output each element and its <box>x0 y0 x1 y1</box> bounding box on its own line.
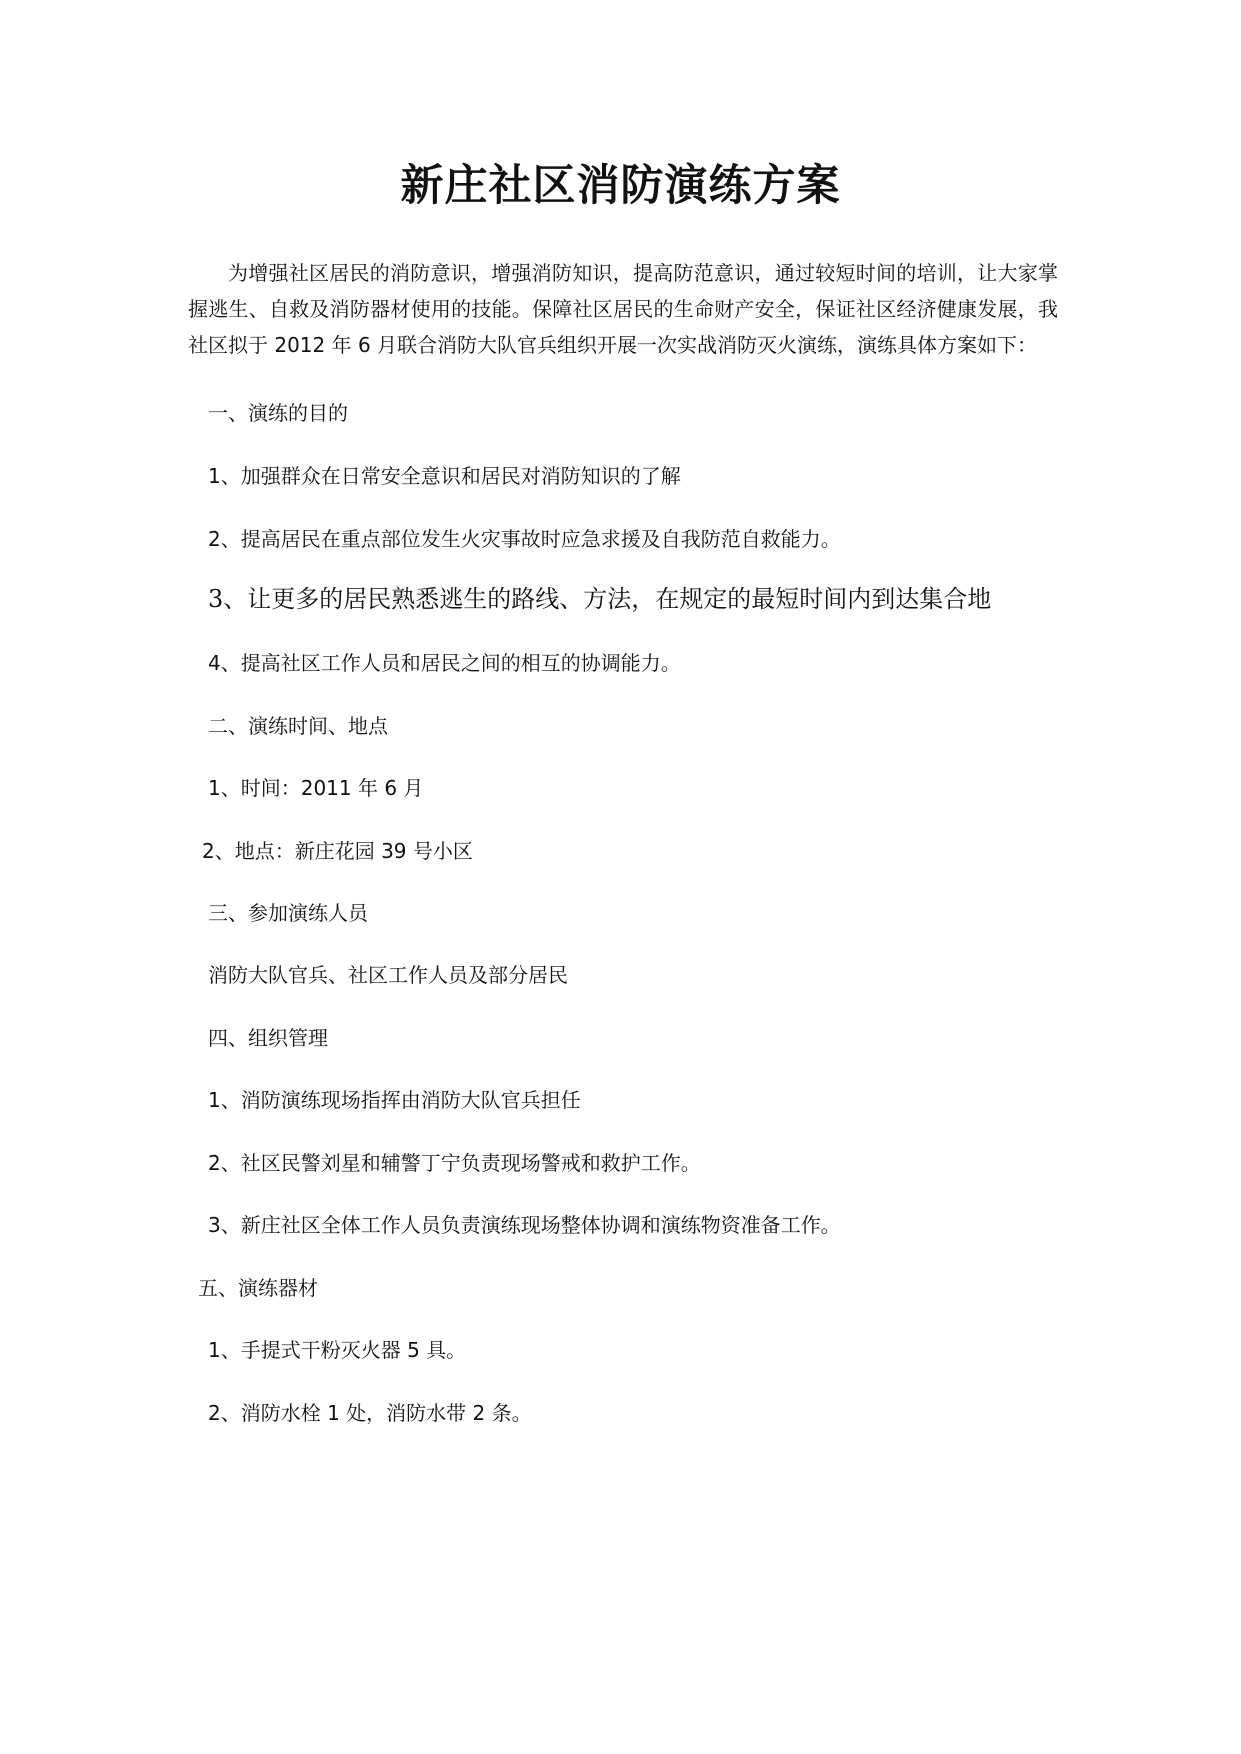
participants-text: 消防大队官兵、社区工作人员及部分居民 <box>208 963 568 987</box>
purpose-item-4: 4、提高社区工作人员和居民之间的相互的协调能力。 <box>208 651 681 675</box>
place-item: 2、地点：新庄花园 39 号小区 <box>202 839 473 863</box>
section-heading-equipment: 五、演练器材 <box>198 1276 318 1300</box>
section-heading-participants: 三、参加演练人员 <box>208 901 368 925</box>
purpose-item-1: 1、加强群众在日常安全意识和居民对消防知识的了解 <box>208 464 681 488</box>
purpose-item-3: 3、让更多的居民熟悉逃生的路线、方法，在规定的最短时间内到达集合地 <box>208 585 992 613</box>
document-title: 新庄社区消防演练方案 <box>400 161 841 211</box>
section-heading-time-place: 二、演练时间、地点 <box>208 714 388 738</box>
equipment-item-1: 1、手提式干粉灭火器 5 具。 <box>208 1338 467 1362</box>
equipment-item-2: 2、消防水栓 1 处，消防水带 2 条。 <box>208 1401 532 1425</box>
section-heading-purpose: 一、演练的目的 <box>208 401 348 425</box>
intro-paragraph: 为增强社区居民的消防意识，增强消防知识，提高防范意识，通过较短时间的培训，让大家掌握逃生、自救及消防器材使用的技能。保障社区居民的生命财产安全，保证社区经济健康发展，我社区拟于 2012 年 6 月联合消防大队官兵组织开展一次实战消防灭火演练，演练具体方案如下： <box>188 261 1058 357</box>
organization-item-1: 1、消防演练现场指挥由消防大队官兵担任 <box>208 1088 581 1112</box>
organization-item-3: 3、新庄社区全体工作人员负责演练现场整体协调和演练物资准备工作。 <box>208 1213 841 1237</box>
section-heading-organization: 四、组织管理 <box>208 1026 328 1050</box>
time-item: 1、时间：2011 年 6 月 <box>208 776 424 800</box>
organization-item-2: 2、社区民警刘星和辅警丁宁负责现场警戒和救护工作。 <box>208 1151 701 1175</box>
purpose-item-2: 2、提高居民在重点部位发生火灾事故时应急求援及自我防范自救能力。 <box>208 527 841 551</box>
